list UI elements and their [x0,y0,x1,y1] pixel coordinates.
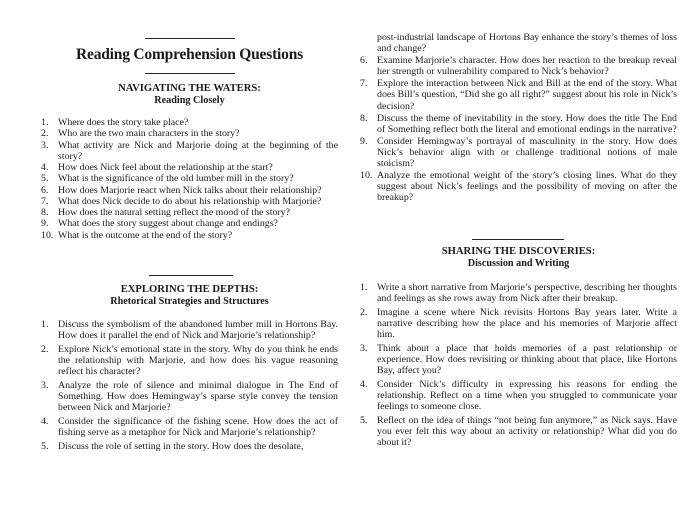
section-subtitle: Rhetorical Strategies and Structures [110,296,269,308]
question-text: What does the story suggest about change and endings? [58,218,278,230]
question-number: 6. [360,55,368,67]
section-title: SHARING THE DISCOVERIES: [441,246,596,257]
question-number: 2. [41,128,49,140]
question-number: 5. [360,414,368,426]
question-number: 5. [41,173,49,185]
question-text: What activity are Nick and Marjorie doing at the beginning of the story? [58,139,338,162]
question-item [360,55,677,78]
question-text: What is the significance of the old lumber mill in the story? [58,173,294,185]
section-heading-navigating [41,83,338,108]
question-item [360,415,677,449]
navigating-questions-list [41,117,338,241]
question-item [41,207,338,218]
question-text: Reflect on the idea of things “not being fun anymore,” as Nick says. Have you ever felt this way about an activity or relationship? What did you do about it? [377,414,677,449]
question-number: 4. [360,378,368,390]
question-item [360,113,677,136]
question-text: How does Nick feel about the relationship at the start? [58,162,273,173]
question-number: 2. [360,306,368,318]
question-item [41,128,338,139]
exploring-questions-list-continued [360,32,677,204]
question-item [41,230,338,241]
section-rule [472,239,564,240]
section-subtitle: Reading Closely [154,95,225,107]
question-text: Analyze the emotional weight of the story’s closing lines. What do they suggest about Nick’s feelings and the possibility of moving on after the breakup? [377,169,677,204]
question-number: 3. [41,139,49,151]
question-text: Discuss the theme of inevitability in the story. How does the title The End of Something reflect both the literal and emotional endings in the narrative? [377,112,677,135]
question-number: 3. [41,379,49,391]
question-text: Who are the two main characters in the story? [58,128,240,140]
section-heading-sharing [360,246,677,271]
question-text: Where does the story take place? [58,117,189,128]
question-text: Discuss the role of setting in the story. How does the desolate, [58,440,304,452]
question-number: 1. [41,117,49,128]
question-text: Analyze the role of silence and minimal dialogue in The End of Something. How does Hemingway’s sparse style convey the tension between Nick and Marjorie? [58,379,338,414]
question-number: 1. [41,319,49,330]
question-text: Explore the interaction between Nick and Bill at the end of the story. What does Bill’s question, “Did she go all right?” suggest about his role in Nick’s decision? [377,78,677,112]
question-item [360,282,677,305]
question-item [41,162,338,173]
question-text: What is the outcome at the end of the story? [58,229,233,241]
question-item [41,140,338,163]
question-text: post-industrial landscape of Hortons Bay enhance the story’s themes of loss and change? [377,32,677,55]
section-rule [149,275,233,276]
question-item [360,32,677,55]
section-heading-exploring [41,284,338,309]
question-item [360,307,677,341]
question-text: How does Marjorie react when Nick talks about their relationship? [58,184,322,196]
question-number: 7. [41,195,49,207]
question-number: 10. [360,169,373,181]
question-text: Discuss the symbolism of the abandoned lumber mill in Hortons Bay. How does it parallel the end of Nick and Marjorie’s relationship? [58,319,338,342]
question-number: 5. [41,440,49,452]
question-item [41,416,338,439]
question-item [41,319,338,342]
question-item [360,343,677,377]
page-title: Reading Comprehension Questions [76,46,303,63]
question-text: Think about a place that holds memories of a past relationship or experience. How does revisiting or thinking about that place, like Hortons Bay, affect you? [377,342,677,377]
question-text: Write a short narrative from Marjorie’s perspective, describing her thoughts and feelings as she rows away from Nick after their breakup. [377,282,677,305]
question-number: 8. [41,207,49,218]
question-text: Consider Nick’s difficulty in expressing his reasons for ending the relationship. Reflect on a time when you struggled to communicate your feelings to someone close. [377,378,677,413]
question-text: Examine Marjorie’s character. How does her reaction to the breakup reveal her strength or vulnerability compared to Nick’s behavior? [377,55,677,78]
exploring-questions-list [41,319,338,452]
question-text: Consider Hemingway’s portrayal of masculinity in the story. How does Nick’s behavior align with or challenge traditional notions of male stoicism? [377,135,677,170]
question-item [41,344,338,378]
question-text: Imagine a scene where Nick revisits Hortons Bay years later. Write a narrative describing how the place and his memories of Marjorie affect him. [377,306,677,341]
question-number: 7. [360,78,368,90]
question-number: 10. [41,229,54,241]
question-item [360,136,677,170]
question-item [41,380,338,414]
question-item [360,379,677,413]
section-subtitle: Discussion and Writing [467,258,570,270]
title-rule-top [145,38,235,39]
question-text: How does the natural setting reflect the mood of the story? [58,207,290,218]
question-number: 9. [41,218,49,230]
question-item [41,117,338,128]
question-number: 3. [360,342,368,354]
question-text: Consider the significance of the fishing scene. How does the act of fishing serve as a metaphor for Nick and Marjorie’s relationship? [58,415,338,439]
question-number: 4. [41,162,49,173]
question-text: Explore Nick’s emotional state in the story. Why do you think he ends the relationship with Marjorie, and how does his vague reasoning reflect his character? [58,343,338,378]
question-number: 4. [41,415,49,427]
question-number: 8. [360,112,368,124]
question-item [41,196,338,207]
question-number: 9. [360,135,368,147]
section-title: NAVIGATING THE WATERS: [118,83,261,94]
title-rule-bottom [145,73,235,74]
question-item [360,170,677,204]
question-text: What does Nick decide to do about his relationship with Marjorie? [58,195,322,207]
question-item [360,78,677,112]
sharing-questions-list [360,282,677,449]
question-number: 2. [41,343,49,355]
question-item [41,218,338,229]
question-item [41,441,338,452]
question-item [41,173,338,184]
question-number: 6. [41,184,49,196]
question-item [41,185,338,196]
question-number: 1. [360,282,368,293]
section-title: EXPLORING THE DEPTHS: [120,284,259,295]
